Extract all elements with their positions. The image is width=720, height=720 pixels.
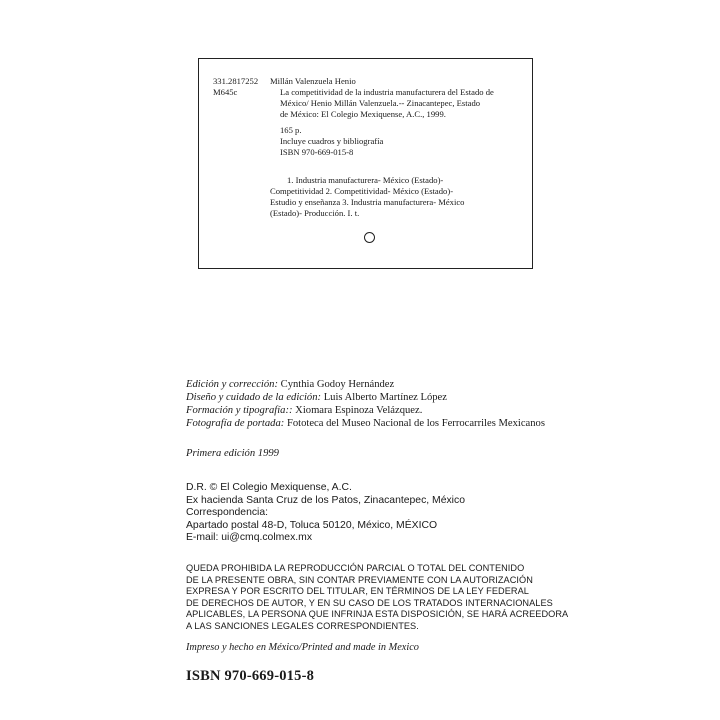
credit-label: Diseño y cuidado de la edición: <box>186 392 322 403</box>
legal-line: DE LA PRESENTE OBRA, SIN CONTAR PREVIAMENTE CON LA AUTORIZACIÓN <box>186 574 533 585</box>
publisher-address <box>186 482 465 545</box>
card-title-line: de México: El Colegio Mexiquense, A.C., 1999. <box>280 109 446 119</box>
card-subject-line: 1. Industria manufacturera- México (Estado)- <box>287 175 444 185</box>
credit-value: Xiomara Espinoza Velázquez. <box>295 405 423 416</box>
credit-label: Edición y corrección: <box>186 379 278 390</box>
credit-row <box>186 378 545 391</box>
credit-row <box>186 391 545 404</box>
credit-row <box>186 417 545 430</box>
card-author: Millán Valenzuela Henio <box>270 76 356 86</box>
card-pages: 165 p. <box>280 125 302 135</box>
credit-label: Formación y tipografía:: <box>186 405 293 416</box>
legal-line: EXPRESA Y POR ESCRITO DEL TITULAR, EN TÉRMINOS DE LA LEY FEDERAL <box>186 586 529 596</box>
legal-line: QUEDA PROHIBIDA LA REPRODUCCIÓN PARCIAL O TOTAL DEL CONTENIDO <box>186 563 525 573</box>
credit-value: Fototeca del Museo Nacional de los Ferrocarriles Mexicanos <box>286 418 545 429</box>
credits-block <box>186 378 545 430</box>
postal-line: Apartado postal 48-D, Toluca 50120, México, MÉXICO <box>186 519 438 531</box>
rights-line: D.R. © El Colegio Mexiquense, A.C. <box>186 482 352 493</box>
card-title-line: México/ Henio Millán Valenzuela.-- Zinacantepec, Estado <box>280 98 481 108</box>
legal-line: APLICABLES, LA PERSONA QUE INFRINJA ESTA DISPOSICIÓN, SE HARÁ ACREEDORA <box>186 609 569 619</box>
call-number-2: M645c <box>213 87 238 97</box>
credit-label: Fotografía de portada: <box>186 418 285 429</box>
edition-note: Primera edición 1999 <box>186 448 279 459</box>
card-subject-line: (Estado)- Producción. I. t. <box>270 208 360 218</box>
card-includes: Incluye cuadros y bibliografía <box>280 136 384 146</box>
credit-value: Luis Alberto Martínez López <box>323 392 447 403</box>
email-line: E-mail: ui@cmq.colmex.mx <box>186 532 313 544</box>
card-subject-line: Competitividad 2. Competitividad- México (Estado)- <box>270 186 454 196</box>
isbn-footer: ISBN 970-669-015-8 <box>186 668 315 684</box>
legal-notice <box>186 563 568 632</box>
card-subject-line: Estudio y enseñanza 3. Industria manufacturera- México <box>270 197 465 207</box>
catalog-card <box>198 58 533 269</box>
printed-in-note: Impreso y hecho en México/Printed and made in Mexico <box>186 642 419 653</box>
card-hole-icon <box>364 232 375 243</box>
legal-line: DE DERECHOS DE AUTOR, Y EN SU CASO DE LOS TRATADOS INTERNACIONALES <box>186 597 553 608</box>
card-isbn: ISBN 970-669-015-8 <box>280 147 354 157</box>
address-line: Ex hacienda Santa Cruz de los Patos, Zinacantepec, México <box>186 494 465 506</box>
credit-value: Cynthia Godoy Hernández <box>280 379 395 390</box>
call-number-1: 331.2817252 <box>213 76 259 86</box>
card-title-line: La competitividad de la industria manufacturera del Estado de <box>280 87 494 97</box>
legal-line: A LAS SANCIONES LEGALES CORRESPONDIENTES. <box>186 620 419 631</box>
correspondence-label: Correspondencia: <box>186 507 269 519</box>
credit-row <box>186 404 545 417</box>
